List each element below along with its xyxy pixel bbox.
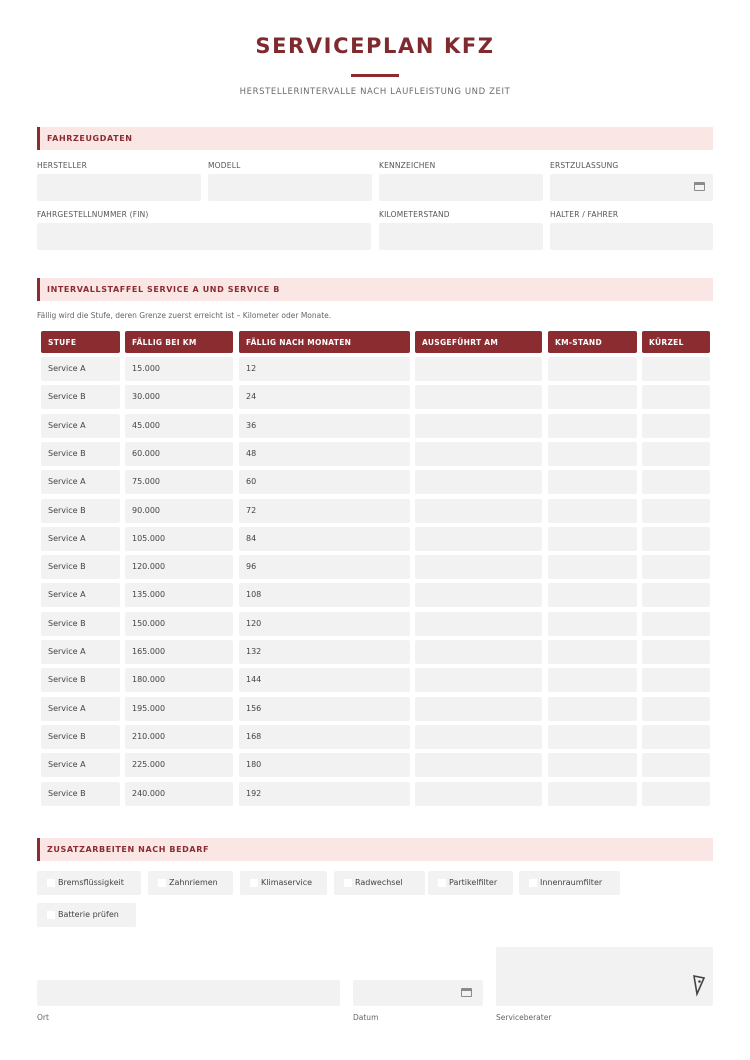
initials-cell[interactable] bbox=[642, 414, 710, 438]
section-title: ZUSATZARBEITEN NACH BEDARF bbox=[47, 845, 210, 854]
km-cell: 240.000 bbox=[125, 782, 233, 806]
mileage-field[interactable] bbox=[379, 223, 543, 250]
initials-cell[interactable] bbox=[642, 385, 710, 409]
stage-cell: Service B bbox=[41, 782, 120, 806]
title-divider bbox=[351, 74, 399, 77]
stage-cell: Service A bbox=[41, 697, 120, 721]
initials-cell[interactable] bbox=[642, 357, 710, 381]
done-date-cell[interactable] bbox=[415, 499, 542, 523]
stage-cell: Service B bbox=[41, 725, 120, 749]
column-header-months: FÄLLIG NACH MONATEN bbox=[239, 331, 410, 353]
months-cell: 36 bbox=[239, 414, 410, 438]
calendar-icon[interactable] bbox=[694, 182, 705, 191]
km-cell: 210.000 bbox=[125, 725, 233, 749]
months-cell: 108 bbox=[239, 583, 410, 607]
page-subtitle: HERSTELLERINTERVALLE NACH LAUFLEISTUNG UND ZEIT bbox=[239, 87, 511, 97]
odometer-cell[interactable] bbox=[548, 782, 637, 806]
km-cell: 150.000 bbox=[125, 612, 233, 636]
done-date-cell[interactable] bbox=[415, 442, 542, 466]
initials-cell[interactable] bbox=[642, 527, 710, 551]
months-cell: 72 bbox=[239, 499, 410, 523]
km-cell: 15.000 bbox=[125, 357, 233, 381]
km-cell: 90.000 bbox=[125, 499, 233, 523]
initials-cell[interactable] bbox=[642, 499, 710, 523]
checkbox-icon[interactable] bbox=[158, 879, 166, 887]
initials-cell[interactable] bbox=[642, 725, 710, 749]
odometer-cell[interactable] bbox=[548, 583, 637, 607]
months-cell: 12 bbox=[239, 357, 410, 381]
km-cell: 165.000 bbox=[125, 640, 233, 664]
date-field[interactable] bbox=[353, 980, 483, 1006]
odometer-cell[interactable] bbox=[548, 442, 637, 466]
owner-label: HALTER / FAHRER bbox=[550, 210, 619, 219]
column-header-km: FÄLLIG BEI KM bbox=[125, 331, 233, 353]
km-cell: 135.000 bbox=[125, 583, 233, 607]
manufacturer-label: HERSTELLER bbox=[37, 161, 87, 170]
extra-item-checkbox[interactable] bbox=[240, 871, 327, 895]
section-title: FAHRZEUGDATEN bbox=[47, 134, 133, 143]
months-cell: 180 bbox=[239, 753, 410, 777]
km-cell: 30.000 bbox=[125, 385, 233, 409]
done-date-cell[interactable] bbox=[415, 725, 542, 749]
plate-label: KENNZEICHEN bbox=[379, 161, 436, 170]
odometer-cell[interactable] bbox=[548, 725, 637, 749]
checkbox-icon[interactable] bbox=[344, 879, 352, 887]
initials-cell[interactable] bbox=[642, 668, 710, 692]
pen-icon bbox=[691, 974, 707, 998]
months-cell: 84 bbox=[239, 527, 410, 551]
done-date-cell[interactable] bbox=[415, 697, 542, 721]
km-cell: 45.000 bbox=[125, 414, 233, 438]
vin-field[interactable] bbox=[37, 223, 371, 250]
vin-label: FAHRGESTELLNUMMER (FIN) bbox=[37, 210, 149, 219]
section-title: INTERVALLSTAFFEL SERVICE A UND SERVICE B bbox=[47, 285, 280, 294]
place-label: Ort bbox=[37, 1013, 49, 1022]
months-cell: 132 bbox=[239, 640, 410, 664]
done-date-cell[interactable] bbox=[415, 668, 542, 692]
stage-cell: Service A bbox=[41, 527, 120, 551]
signature-label: Serviceberater bbox=[496, 1013, 552, 1022]
interval-hint: Fällig wird die Stufe, deren Grenze zuerst erreicht ist – Kilometer oder Monate. bbox=[37, 311, 332, 320]
checkbox-icon[interactable] bbox=[438, 879, 446, 887]
signature-field[interactable] bbox=[496, 947, 713, 1006]
extra-item-label: Batterie prüfen bbox=[58, 910, 119, 919]
stage-cell: Service A bbox=[41, 753, 120, 777]
months-cell: 96 bbox=[239, 555, 410, 579]
months-cell: 144 bbox=[239, 668, 410, 692]
extra-item-label: Radwechsel bbox=[355, 878, 403, 887]
plate-field[interactable] bbox=[379, 174, 543, 201]
km-cell: 120.000 bbox=[125, 555, 233, 579]
months-cell: 156 bbox=[239, 697, 410, 721]
odometer-cell[interactable] bbox=[548, 357, 637, 381]
checkbox-icon[interactable] bbox=[47, 879, 55, 887]
extra-item-label: Klimaservice bbox=[261, 878, 313, 887]
months-cell: 60 bbox=[239, 470, 410, 494]
owner-field[interactable] bbox=[550, 223, 713, 250]
stage-cell: Service A bbox=[41, 640, 120, 664]
stage-cell: Service A bbox=[41, 414, 120, 438]
extra-item-checkbox[interactable] bbox=[428, 871, 513, 895]
extra-item-checkbox[interactable] bbox=[148, 871, 233, 895]
date-label: Datum bbox=[353, 1013, 379, 1022]
manufacturer-field[interactable] bbox=[37, 174, 201, 201]
calendar-icon[interactable] bbox=[461, 988, 472, 997]
extra-item-label: Innenraumfilter bbox=[540, 878, 603, 887]
place-field[interactable] bbox=[37, 980, 340, 1006]
initials-cell[interactable] bbox=[642, 753, 710, 777]
column-header-odometer: KM-STAND bbox=[548, 331, 637, 353]
initials-cell[interactable] bbox=[642, 612, 710, 636]
done-date-cell[interactable] bbox=[415, 612, 542, 636]
registration-label: ERSTZULASSUNG bbox=[550, 161, 619, 170]
stage-cell: Service B bbox=[41, 555, 120, 579]
checkbox-icon[interactable] bbox=[47, 911, 55, 919]
months-cell: 192 bbox=[239, 782, 410, 806]
extra-item-checkbox[interactable] bbox=[334, 871, 425, 895]
stage-cell: Service A bbox=[41, 470, 120, 494]
done-date-cell[interactable] bbox=[415, 583, 542, 607]
km-cell: 60.000 bbox=[125, 442, 233, 466]
column-header-initials: KÜRZEL bbox=[642, 331, 710, 353]
odometer-cell[interactable] bbox=[548, 470, 637, 494]
months-cell: 24 bbox=[239, 385, 410, 409]
model-label: MODELL bbox=[208, 161, 241, 170]
initials-cell[interactable] bbox=[642, 782, 710, 806]
stage-cell: Service A bbox=[41, 583, 120, 607]
column-header-stage: STUFE bbox=[41, 331, 120, 353]
done-date-cell[interactable] bbox=[415, 414, 542, 438]
km-cell: 225.000 bbox=[125, 753, 233, 777]
initials-cell[interactable] bbox=[642, 442, 710, 466]
done-date-cell[interactable] bbox=[415, 385, 542, 409]
column-header-done-date: AUSGEFÜHRT AM bbox=[415, 331, 542, 353]
stage-cell: Service B bbox=[41, 612, 120, 636]
model-field[interactable] bbox=[208, 174, 372, 201]
odometer-cell[interactable] bbox=[548, 640, 637, 664]
months-cell: 168 bbox=[239, 725, 410, 749]
extra-item-label: Partikelfilter bbox=[449, 878, 498, 887]
odometer-cell[interactable] bbox=[548, 499, 637, 523]
odometer-cell[interactable] bbox=[548, 414, 637, 438]
odometer-cell[interactable] bbox=[548, 753, 637, 777]
done-date-cell[interactable] bbox=[415, 640, 542, 664]
done-date-cell[interactable] bbox=[415, 357, 542, 381]
extra-item-checkbox[interactable] bbox=[37, 871, 141, 895]
odometer-cell[interactable] bbox=[548, 612, 637, 636]
km-cell: 75.000 bbox=[125, 470, 233, 494]
section-header-vehicle bbox=[37, 127, 713, 150]
odometer-cell[interactable] bbox=[548, 527, 637, 551]
initials-cell[interactable] bbox=[642, 583, 710, 607]
km-cell: 105.000 bbox=[125, 527, 233, 551]
mileage-label: KILOMETERSTAND bbox=[379, 210, 450, 219]
checkbox-icon[interactable] bbox=[250, 879, 258, 887]
initials-cell[interactable] bbox=[642, 640, 710, 664]
extra-item-checkbox[interactable] bbox=[37, 903, 136, 927]
section-header-intervals bbox=[37, 278, 713, 301]
done-date-cell[interactable] bbox=[415, 527, 542, 551]
stage-cell: Service B bbox=[41, 385, 120, 409]
stage-cell: Service B bbox=[41, 442, 120, 466]
months-cell: 120 bbox=[239, 612, 410, 636]
registration-date-field[interactable] bbox=[550, 174, 713, 201]
extra-item-label: Bremsflüssigkeit bbox=[58, 878, 124, 887]
section-header-extras bbox=[37, 838, 713, 861]
stage-cell: Service A bbox=[41, 357, 120, 381]
odometer-cell[interactable] bbox=[548, 385, 637, 409]
checkbox-icon[interactable] bbox=[529, 879, 537, 887]
odometer-cell[interactable] bbox=[548, 555, 637, 579]
done-date-cell[interactable] bbox=[415, 753, 542, 777]
done-date-cell[interactable] bbox=[415, 470, 542, 494]
stage-cell: Service B bbox=[41, 668, 120, 692]
done-date-cell[interactable] bbox=[415, 555, 542, 579]
km-cell: 195.000 bbox=[125, 697, 233, 721]
initials-cell[interactable] bbox=[642, 470, 710, 494]
initials-cell[interactable] bbox=[642, 697, 710, 721]
months-cell: 48 bbox=[239, 442, 410, 466]
done-date-cell[interactable] bbox=[415, 782, 542, 806]
odometer-cell[interactable] bbox=[548, 668, 637, 692]
initials-cell[interactable] bbox=[642, 555, 710, 579]
extra-item-label: Zahnriemen bbox=[169, 878, 218, 887]
extra-item-checkbox[interactable] bbox=[519, 871, 620, 895]
odometer-cell[interactable] bbox=[548, 697, 637, 721]
stage-cell: Service B bbox=[41, 499, 120, 523]
km-cell: 180.000 bbox=[125, 668, 233, 692]
page-title: SERVICEPLAN KFZ bbox=[255, 34, 495, 58]
